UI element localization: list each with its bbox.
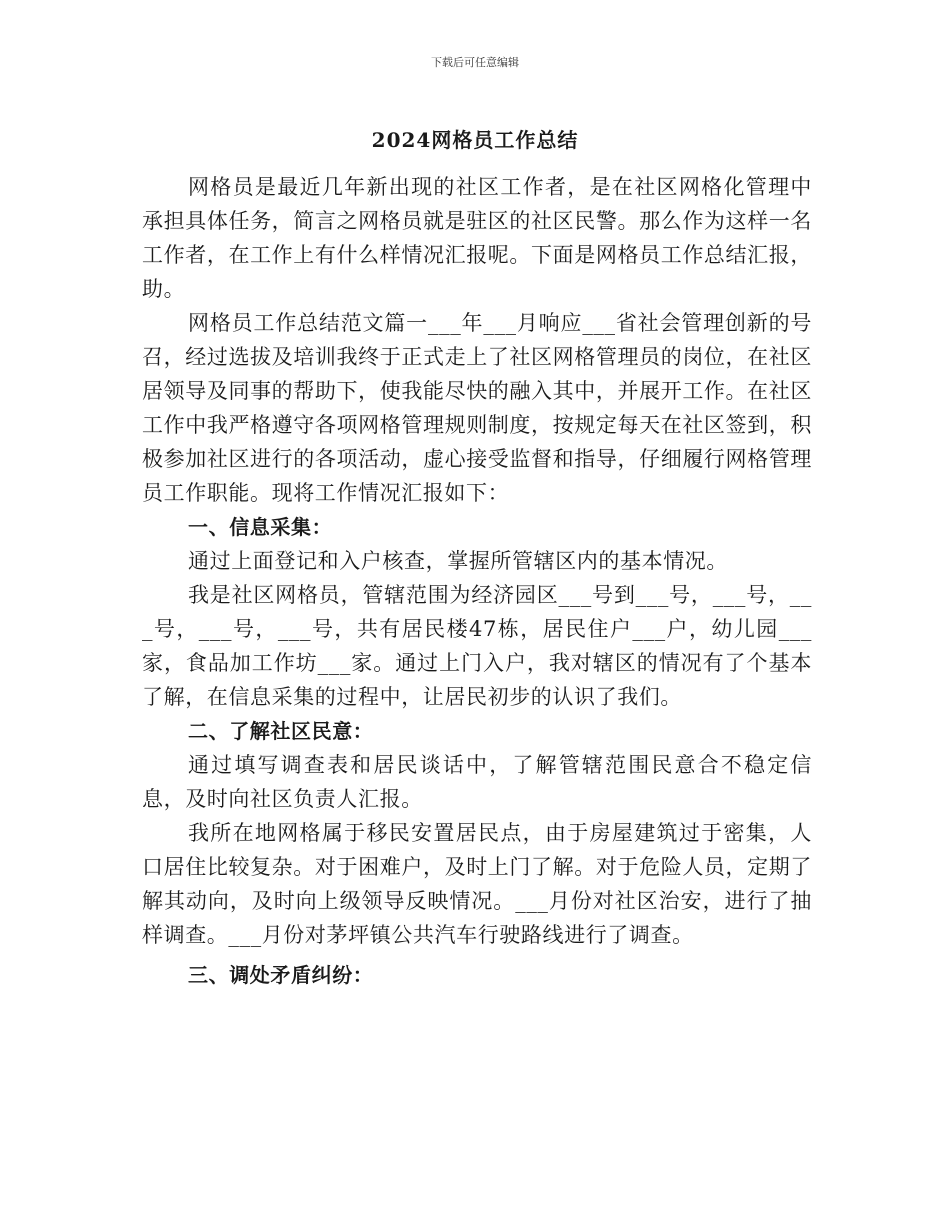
info-collection-paragraph-1: 通过上面登记和入户核查，掌握所管辖区内的基本情况。 [188,549,728,573]
intro-paragraph: 网格员是最近几年新出现的社区工作者，是在社区网格化管理中承担具体任务，简言之网格员就是驻区的社区民警。那么作为这样一名工作者，在工作上有什么样情况汇报呢。下面是网格员工作总结汇报，助。 [142,175,812,301]
section-heading-info-collection: 一、信息采集： [188,515,333,539]
document-body [142,170,812,992]
header-note: 下载后可任意编辑 [431,56,519,69]
document-title: 2024网格员工作总结 [371,128,579,152]
sample-paragraph: 网格员工作总结范文篇一___年___月响应___省社会管理创新的号召，经过选拔及培训我终于正式走上了社区网格管理员的岗位，在社区居领导及同事的帮助下，使我能尽快的融入其中，并展开工作。在社区工作中我严格遵守各项网格管理规则制度，按规定每天在社区签到，积极参加社区进行的各项活动，虚心接受监督和指导，仔细履行网格管理员工作职能。现将工作情况汇报如下： [142,311,812,505]
section-heading-dispute-mediation: 三、调处矛盾纠纷： [188,963,374,987]
section-heading-public-opinion: 二、了解社区民意： [188,719,374,743]
public-opinion-paragraph-1: 通过填写调查表和居民谈话中，了解管辖范围民意合不稳定信息，及时向社区负责人汇报。 [142,753,812,811]
public-opinion-paragraph-2: 我所在地网格属于移民安置居民点，由于房屋建筑过于密集，人口居住比较复杂。对于困难户，及时上门了解。对于危险人员，定期了解其动向，及时向上级领导反映情况。___月份对社区治安，进行了抽样调查。___月份对茅坪镇公共汽车行驶路线进行了调查。 [142,821,812,947]
info-collection-paragraph-2: 我是社区网格员，管辖范围为经济园区___号到___号，___号，___号，___号，___号，共有居民楼47栋，居民住户___户，幼儿园___家，食品加工作坊___家。通过上门入户，我对辖区的情况有了个基本了解，在信息采集的过程中，让居民初步的认识了我们。 [142,583,812,709]
